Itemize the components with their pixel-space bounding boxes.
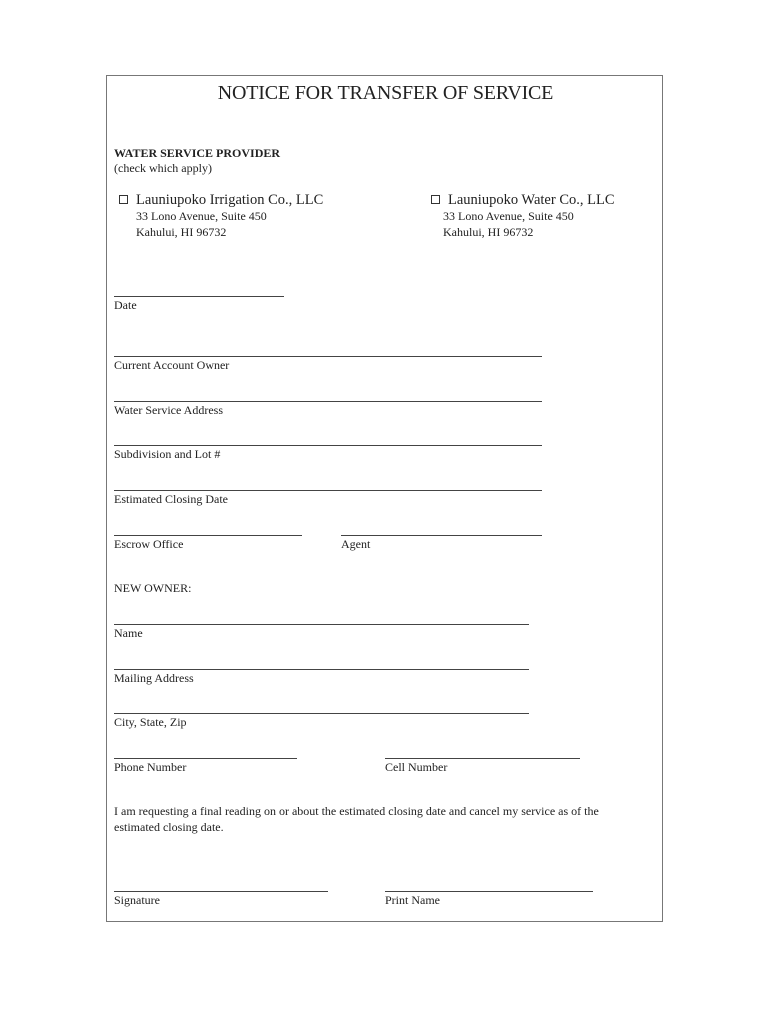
mailing-address-line[interactable] xyxy=(114,669,529,670)
current-owner-label: Current Account Owner xyxy=(114,358,230,372)
date-line[interactable] xyxy=(114,296,284,297)
provider-name: Launiupoko Irrigation Co., LLC xyxy=(136,192,324,208)
closing-date-line[interactable] xyxy=(114,490,542,491)
provider-address-line: 33 Lono Avenue, Suite 450 xyxy=(136,209,267,223)
subdivision-lot-label: Subdivision and Lot # xyxy=(114,447,221,461)
current-owner-line[interactable] xyxy=(114,356,542,357)
provider-option-water[interactable] xyxy=(431,192,615,209)
agent-line[interactable] xyxy=(341,535,542,536)
provider-name: Launiupoko Water Co., LLC xyxy=(448,192,615,208)
provider-address-line: Kahului, HI 96732 xyxy=(136,225,227,239)
city-state-zip-line[interactable] xyxy=(114,713,529,714)
water-service-address-line[interactable] xyxy=(114,401,542,402)
signature-label: Signature xyxy=(114,893,160,907)
provider-heading: WATER SERVICE PROVIDER xyxy=(114,146,281,160)
cell-number-label: Cell Number xyxy=(385,760,448,774)
new-owner-name-line[interactable] xyxy=(114,624,529,625)
form-frame xyxy=(106,75,663,922)
water-service-address-label: Water Service Address xyxy=(114,403,223,417)
new-owner-name-label: Name xyxy=(114,626,143,640)
provider-option-irrigation[interactable] xyxy=(119,192,323,209)
signature-line[interactable] xyxy=(114,891,328,892)
provider-address-line: Kahului, HI 96732 xyxy=(443,225,534,239)
form-title: NOTICE FOR TRANSFER OF SERVICE xyxy=(217,82,554,104)
water-checkbox[interactable] xyxy=(431,195,440,204)
city-state-zip-label: City, State, Zip xyxy=(114,715,187,729)
subdivision-lot-line[interactable] xyxy=(114,445,542,446)
irrigation-checkbox[interactable] xyxy=(119,195,128,204)
phone-number-line[interactable] xyxy=(114,758,297,759)
phone-number-label: Phone Number xyxy=(114,760,187,774)
new-owner-heading: NEW OWNER: xyxy=(114,581,192,595)
provider-subheading: (check which apply) xyxy=(114,161,212,175)
mailing-address-label: Mailing Address xyxy=(114,671,194,685)
closing-date-label: Estimated Closing Date xyxy=(114,492,228,506)
request-statement: I am requesting a final reading on or about the estimated closing date and cancel my service as of the estimated closing date. xyxy=(114,804,599,834)
print-name-label: Print Name xyxy=(385,893,440,907)
provider-address-line: 33 Lono Avenue, Suite 450 xyxy=(443,209,574,223)
date-label: Date xyxy=(114,298,137,312)
escrow-office-line[interactable] xyxy=(114,535,302,536)
agent-label: Agent xyxy=(341,537,371,551)
print-name-line[interactable] xyxy=(385,891,593,892)
cell-number-line[interactable] xyxy=(385,758,580,759)
escrow-office-label: Escrow Office xyxy=(114,537,184,551)
